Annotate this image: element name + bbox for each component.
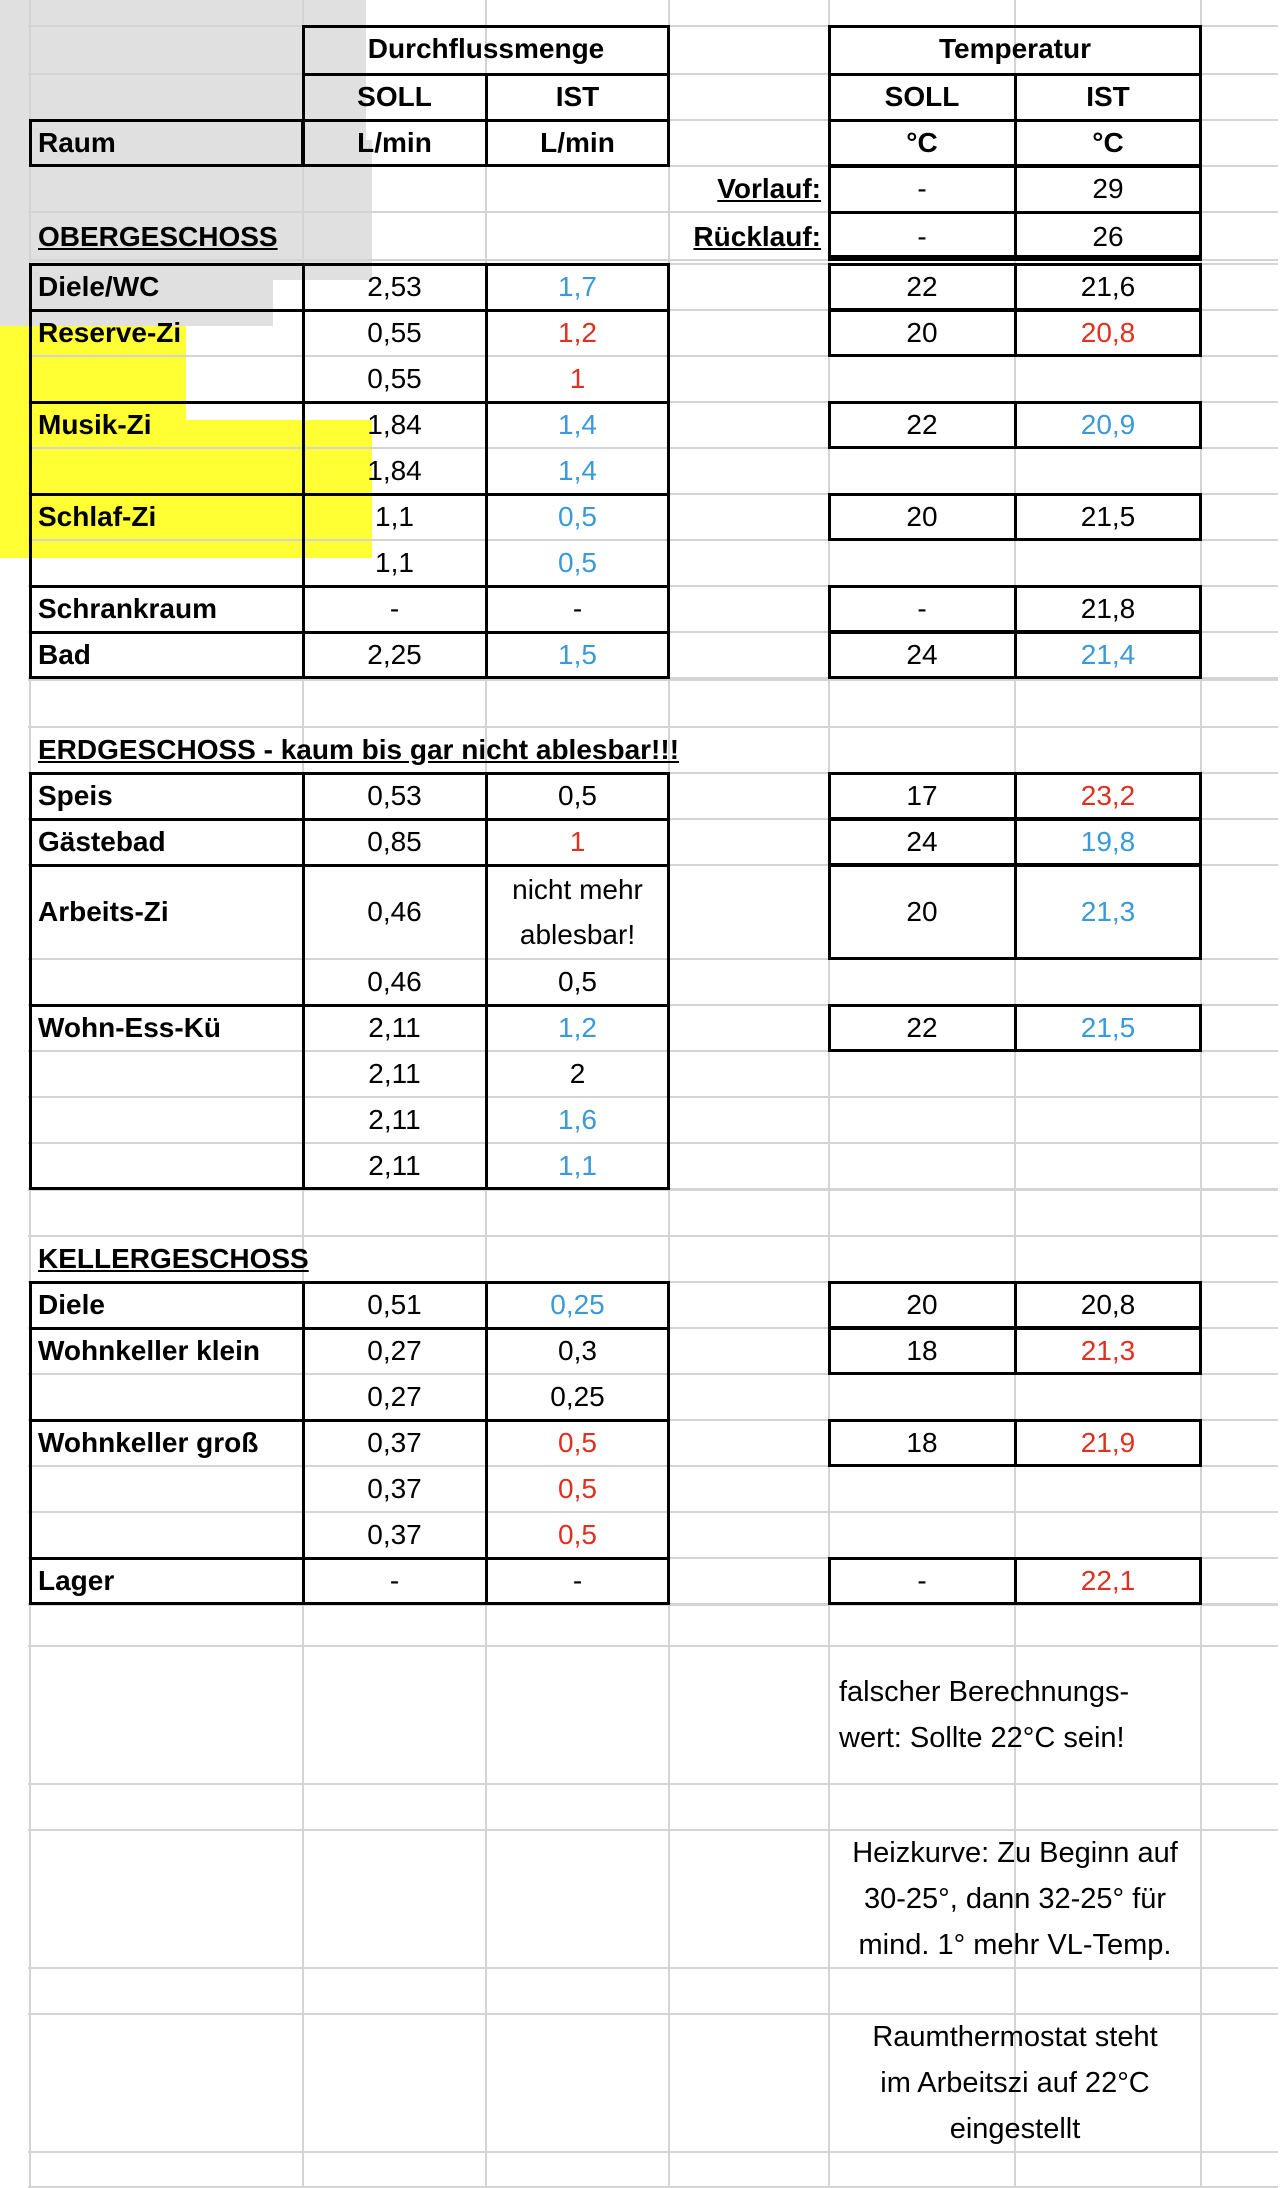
room-name: Musik-Zi [38,408,152,440]
temp-ist [1015,356,1201,402]
temp-soll [829,1097,1015,1143]
cell-border [485,1282,488,1604]
temp-soll: 22 [906,1011,938,1043]
cell-border [30,1004,669,1007]
note-heizkurve [829,1830,1201,1968]
temp-ist: 21,5 [1080,1011,1136,1043]
temp-soll-header: SOLL [884,80,960,112]
temp-ist: 21,5 [1080,500,1136,532]
flow-soll: 0,37 [367,1472,422,1504]
cell-border [1014,264,1017,310]
note-thermo-line2: im Arbeitszi auf 22°C [880,2067,1150,2099]
flow-ist: 1,2 [558,316,597,348]
flow-ist: 1,6 [558,1103,597,1135]
room-name: Lager [38,1564,115,1596]
temp-ist [1015,1374,1201,1420]
flow-soll: 2,11 [368,1103,421,1135]
temp-soll [829,356,1015,402]
temp-soll: - [917,1564,927,1596]
cell-border [1014,1328,1017,1374]
room-name: Diele/WC [38,270,160,302]
cell-border [1014,586,1017,632]
temp-ist: 20,8 [1080,316,1136,348]
temp-ist [1015,540,1201,586]
note-heiz-line1: Heizkurve: Zu Beginn auf [852,1837,1178,1869]
note-heiz-line2: 30-25°, dann 32-25° für [863,1883,1167,1915]
flow-soll: 2,11 [368,1149,421,1181]
cell-border [1014,166,1017,260]
temp-soll: 18 [906,1426,938,1458]
flow-soll-header: SOLL [357,80,432,112]
cell-border [1014,402,1017,448]
temp-soll: 20 [906,1288,938,1320]
flow-ist: 0,5 [558,965,597,997]
vorlauf-soll: - [917,172,927,204]
flow-soll: 0,55 [367,362,422,394]
temp-soll: 20 [906,895,938,927]
temp-soll [829,1051,1015,1097]
flow-soll: 2,11 [368,1057,421,1089]
cell-border [30,1419,669,1422]
note-thermo-line1: Raumthermostat steht [872,2021,1158,2053]
flow-ist-header: IST [555,80,600,112]
flow-ist-line1: nicht mehr [512,874,643,905]
cell-border [485,773,488,1189]
cell-border [302,1282,305,1604]
temp-soll: 18 [906,1334,938,1366]
gridline [28,679,1278,681]
temp-ist: 21,6 [1080,270,1136,302]
flow-ist: 0,5 [558,546,597,578]
room-name: Bad [38,638,91,670]
cell-border [30,493,669,496]
temp-ist: 23,2 [1080,779,1136,811]
temp-ist: 21,8 [1080,592,1136,624]
cell-border [1014,1282,1017,1328]
flow-ist: 1,4 [558,454,597,486]
flow-ist-line2: ablesbar! [519,919,636,950]
temp-ist [1015,1097,1201,1143]
flow-soll: 0,27 [367,1334,422,1366]
flow-soll: - [389,592,400,624]
temp-soll: 20 [906,316,938,348]
temp-soll: 17 [906,779,938,811]
temp-soll: 22 [906,270,938,302]
note-heiz-line3: mind. 1° mehr VL-Temp. [858,1929,1172,1961]
temp-soll [829,959,1015,1005]
ruecklauf-ist: 26 [1092,220,1124,252]
flow-ist: 1,7 [558,270,597,302]
temp-ist [1015,1051,1201,1097]
cell-border [30,585,669,588]
cell-border [29,263,670,679]
cell-border [1014,1558,1017,1604]
flow-group-header: Durchflussmenge [367,32,605,64]
flow-ist: 1,1 [558,1149,597,1181]
flow-soll: 0,85 [367,825,422,857]
section-obergeschoss: OBERGESCHOSS [38,220,278,252]
cell-border [1014,1005,1017,1051]
temp-soll-unit: °C [906,126,938,158]
temp-ist: 19,8 [1080,825,1136,857]
flow-soll: - [389,1564,400,1596]
cell-border [29,119,304,167]
cell-border [30,1327,669,1330]
flow-soll: 0,51 [367,1288,422,1320]
flow-ist: 1,2 [558,1011,597,1043]
flow-ist: 1 [569,362,586,394]
cell-border [30,631,669,634]
cell-border [1014,74,1017,166]
flow-soll: 0,55 [367,316,422,348]
flow-ist: 0,5 [558,500,597,532]
cell-border [1014,494,1017,540]
cell-border [30,1557,669,1560]
note-falsch-line2: wert: Sollte 22°C sein! [839,1722,1125,1754]
temp-soll: 24 [906,825,938,857]
room-name: Diele [38,1288,105,1320]
cell-border [1014,632,1017,678]
cell-border [30,818,669,821]
room-name: Wohnkeller klein [38,1334,260,1366]
ruecklauf-soll: - [917,220,927,252]
flow-soll: 0,46 [367,965,422,997]
temp-ist [1015,448,1201,494]
flow-soll: 1,84 [367,454,422,486]
cell-border [302,773,305,1189]
temp-ist [1015,959,1201,1005]
temp-ist: 20,8 [1080,1288,1136,1320]
flow-soll: 2,11 [368,1011,421,1043]
flow-ist: 0,25 [550,1380,605,1412]
room-name: Gästebad [38,825,166,857]
flow-ist: 0,5 [558,1426,597,1458]
temp-ist [1015,1512,1201,1558]
flow-soll: 0,53 [367,779,422,811]
vorlauf-label: Vorlauf: [717,172,821,204]
temp-soll [829,1466,1015,1512]
flow-ist: 1 [569,825,586,857]
flow-ist: - [572,1564,583,1596]
flow-ist: 2 [569,1057,586,1089]
flow-soll: 2,53 [367,270,422,302]
temp-ist-unit: °C [1092,126,1124,158]
note-falsch-line1: falscher Berechnungs- [839,1676,1130,1708]
temp-soll: 24 [906,638,938,670]
temp-soll [829,1143,1015,1189]
cell-border [29,772,670,1190]
flow-ist: 0,3 [558,1334,597,1366]
flow-soll: 1,84 [367,408,422,440]
section-erdgeschoss: ERDGESCHOSS - kaum bis gar nicht ablesbar!!! [38,733,680,765]
flow-ist: 1,5 [558,638,597,670]
cell-border [1014,1420,1017,1466]
flow-ist: 0,5 [558,1472,597,1504]
room-name: Schlaf-Zi [38,500,157,532]
room-name: Reserve-Zi [38,316,182,348]
flow-soll-unit: L/min [357,126,432,158]
temp-ist-header: IST [1086,80,1130,112]
note-raumthermostat [829,2014,1201,2152]
flow-ist: - [572,592,583,624]
flow-ist: 0,25 [550,1288,605,1320]
cell-border [829,255,1201,258]
temp-soll: 22 [906,408,938,440]
raum-header: Raum [38,126,116,158]
room-name: Wohn-Ess-Kü [38,1011,222,1043]
temp-soll: - [917,592,927,624]
temp-ist: 21,3 [1080,895,1136,927]
flow-soll: 0,37 [367,1518,422,1550]
cell-border [30,401,669,404]
temp-soll [829,448,1015,494]
flow-soll: 1,1 [375,546,414,578]
cell-border [302,264,305,678]
cell-border [1014,773,1017,819]
section-kellergeschoss: KELLERGESCHOSS [38,1242,309,1274]
cell-border [1014,310,1017,356]
cell-border [1014,819,1017,865]
temp-ist: 21,9 [1080,1426,1136,1458]
flow-ist: 0,5 [558,1518,597,1550]
cell-border [30,309,669,312]
note-falscher-berechnungswert [829,1646,1201,1784]
temp-ist: 22,1 [1080,1564,1136,1596]
flow-ist-unit: L/min [540,126,615,158]
temp-soll [829,1374,1015,1420]
flow-soll: 0,27 [367,1380,422,1412]
room-name: Wohnkeller groß [38,1426,259,1458]
temp-ist: 21,3 [1080,1334,1136,1366]
temp-ist [1015,1143,1201,1189]
cell-border [30,864,669,867]
flow-soll: 1,1 [375,500,414,532]
flow-soll: 0,37 [367,1426,422,1458]
temp-ist: 20,9 [1080,408,1136,440]
temp-group-header: Temperatur [939,32,1091,64]
cell-border [485,74,488,166]
temp-soll: 20 [906,500,938,532]
flow-soll: 0,46 [367,895,422,927]
temp-soll [829,540,1015,586]
room-name: Arbeits-Zi [38,895,169,927]
flow-ist: 0,5 [558,779,597,811]
ruecklauf-label: Rücklauf: [693,220,821,252]
room-name: Speis [38,779,113,811]
temp-soll [829,1512,1015,1558]
note-thermo-line3: eingestellt [949,2113,1081,2145]
flow-ist: 1,4 [558,408,597,440]
temp-ist [1015,1466,1201,1512]
flow-soll: 2,25 [367,638,422,670]
temp-ist: 21,4 [1080,638,1136,670]
cell-border [1014,865,1017,959]
room-name: Schrankraum [38,592,217,624]
vorlauf-ist: 29 [1092,172,1124,204]
cell-border [485,264,488,678]
